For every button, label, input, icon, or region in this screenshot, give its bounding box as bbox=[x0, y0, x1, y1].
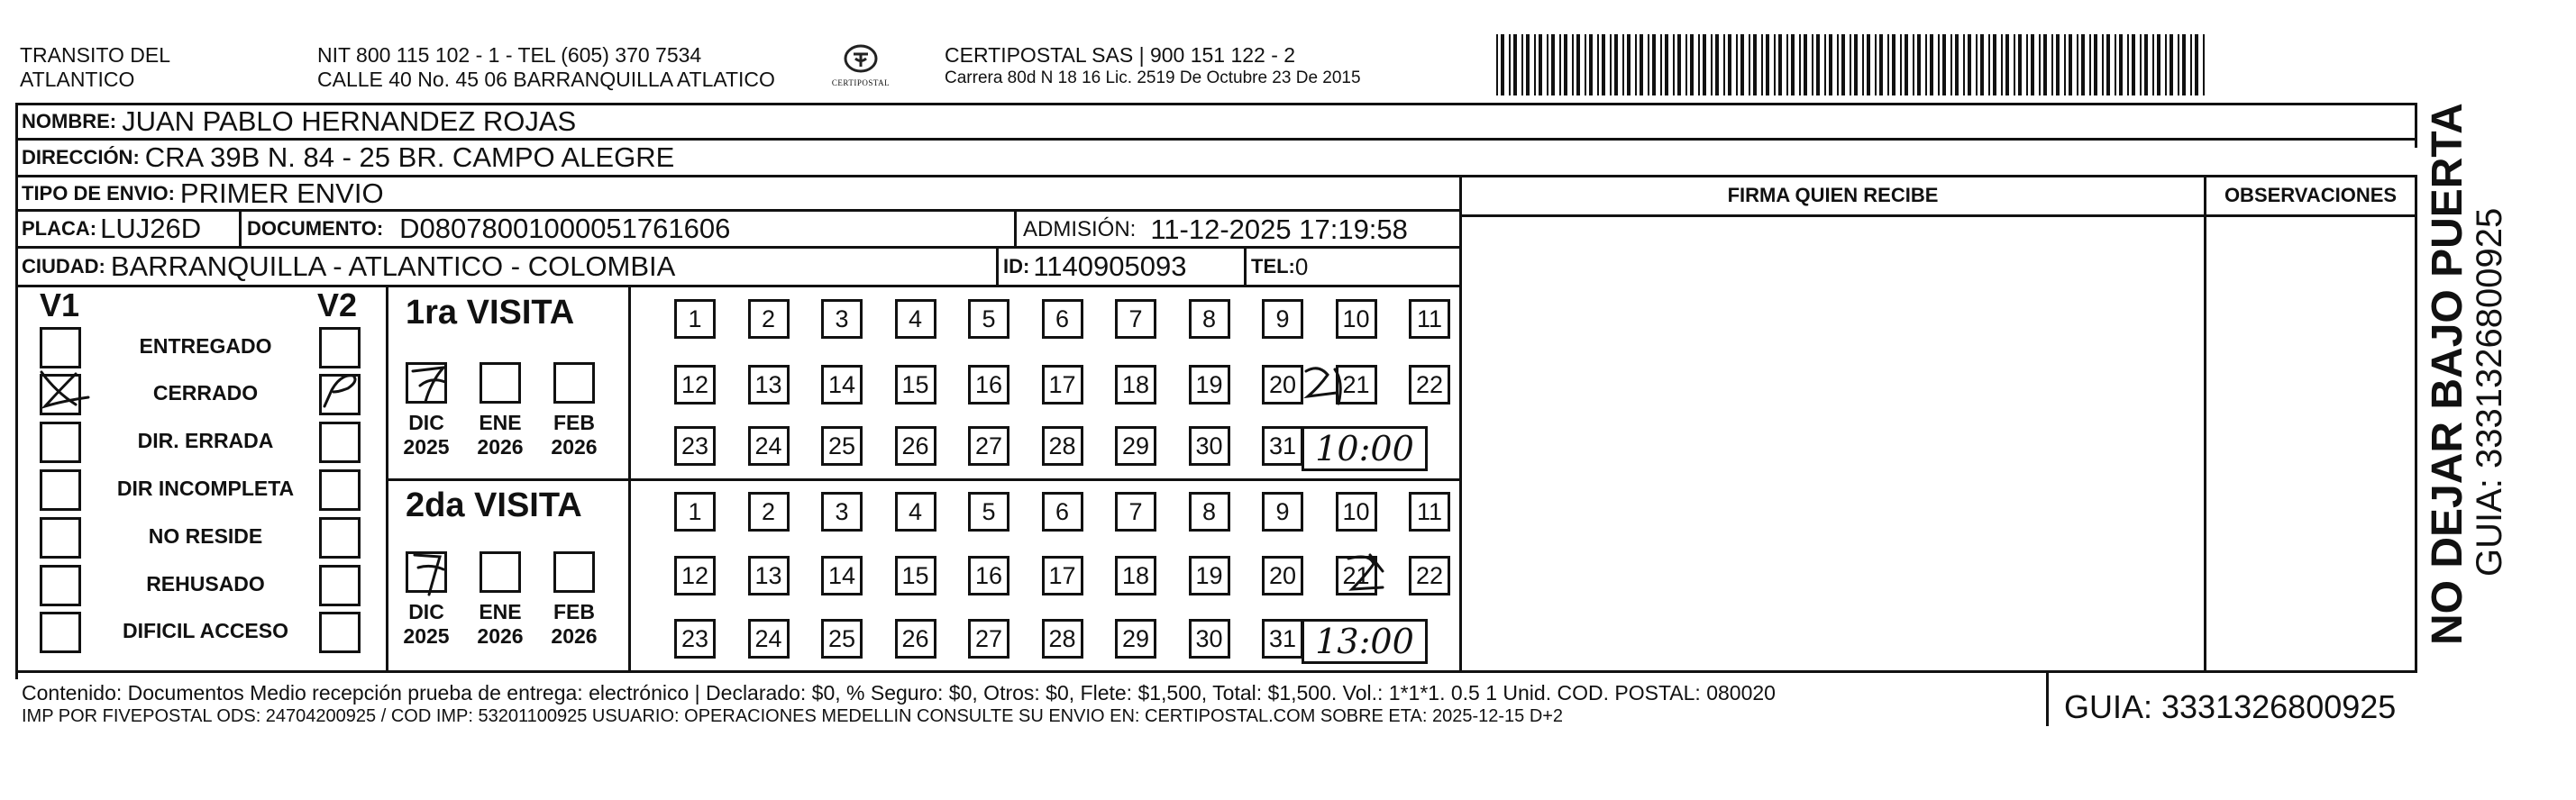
v1-header: V1 bbox=[40, 286, 80, 323]
visita-1-day-box[interactable]: 4 bbox=[895, 299, 936, 339]
barcode-bar bbox=[2089, 34, 2091, 95]
visita-1-day-box[interactable]: 12 bbox=[674, 365, 716, 405]
barcode-bar bbox=[2106, 34, 2110, 95]
visita-month-checkbox[interactable] bbox=[480, 551, 521, 593]
barcode-bar bbox=[2056, 34, 2060, 95]
visita-2-day-box[interactable]: 26 bbox=[895, 619, 936, 659]
visita-1-day-box[interactable]: 9 bbox=[1262, 299, 1303, 339]
month-year: 2026 bbox=[551, 435, 598, 459]
footer-guia: GUIA: 3331326800925 bbox=[2064, 688, 2397, 725]
barcode-bar bbox=[2190, 34, 2192, 95]
visita-1-day-box[interactable]: 7 bbox=[1115, 299, 1156, 339]
barcode-bar bbox=[2064, 34, 2066, 95]
status-option-label: DIR. ERRADA bbox=[137, 429, 274, 452]
barcode-bar bbox=[1753, 34, 1757, 95]
tel-label: TEL: bbox=[1251, 255, 1295, 277]
barcode-bar bbox=[2144, 34, 2148, 95]
placa-label: PLACA: bbox=[22, 217, 97, 240]
barcode-bar bbox=[1711, 34, 1713, 95]
barcode-bar bbox=[1576, 34, 1580, 95]
visita-month-checkbox[interactable] bbox=[480, 362, 521, 404]
barcode-bar bbox=[1685, 34, 1687, 95]
barcode-bar bbox=[2005, 34, 2009, 95]
barcode-bar bbox=[1534, 34, 1536, 95]
barcode-bar bbox=[1652, 34, 1656, 95]
visita-2-day-box[interactable]: 11 bbox=[1409, 492, 1450, 532]
side-guia: GUIA: 3331326800925 bbox=[2470, 207, 2509, 577]
barcode-bar bbox=[2165, 34, 2167, 95]
barcode-bar bbox=[2031, 34, 2034, 95]
barcode-bar bbox=[2051, 34, 2053, 95]
visita-2-day-box[interactable]: 13 bbox=[748, 556, 790, 595]
barcode-bar bbox=[1589, 34, 1593, 95]
visita-1-dic-checkmark bbox=[404, 359, 454, 409]
barcode-bar bbox=[2132, 34, 2135, 95]
ciudad-cell bbox=[22, 249, 675, 285]
barcode-bar bbox=[1942, 34, 1946, 95]
month-name: ENE bbox=[479, 600, 522, 623]
organization-name bbox=[20, 43, 170, 92]
barcode-bar bbox=[2043, 34, 2047, 95]
status-v2-checkbox[interactable] bbox=[319, 517, 361, 559]
visita-month-checkbox[interactable] bbox=[553, 362, 595, 404]
barcode-bar bbox=[1572, 34, 1574, 95]
visita-2-day-box[interactable]: 16 bbox=[968, 556, 1009, 595]
barcode-bar bbox=[1551, 34, 1555, 95]
barcode-bar bbox=[1501, 34, 1504, 95]
barcode-bar bbox=[1660, 34, 1662, 95]
status-option-label: REHUSADO bbox=[146, 572, 265, 595]
ciudad-label: CIUDAD: bbox=[22, 255, 105, 277]
month-name: FEB bbox=[553, 411, 595, 434]
address-line: CALLE 40 No. 45 06 BARRANQUILLA ATLATICO bbox=[317, 68, 775, 91]
visita-2-day-box[interactable]: 8 bbox=[1189, 492, 1230, 532]
direccion-value: CRA 39B N. 84 - 25 BR. CAMPO ALEGRE bbox=[144, 141, 675, 173]
visita-2-day-box[interactable]: 7 bbox=[1115, 492, 1156, 532]
visita-1-day-box[interactable]: 8 bbox=[1189, 299, 1230, 339]
month-year: 2025 bbox=[403, 435, 450, 459]
barcode-bar bbox=[2152, 34, 2154, 95]
barcode-bar bbox=[1867, 34, 1870, 95]
visita-1-day-box[interactable]: 6 bbox=[1042, 299, 1083, 339]
barcode-bar bbox=[1559, 34, 1561, 95]
visita-1-day-box[interactable]: 31 bbox=[1262, 426, 1303, 466]
barcode-bar bbox=[1602, 34, 1605, 95]
barcode-bar bbox=[1703, 34, 1706, 95]
id-value: 1140905093 bbox=[1033, 250, 1187, 282]
visita-2-day-box[interactable]: 12 bbox=[674, 556, 716, 595]
footer-imp-line: IMP POR FIVEPOSTAL ODS: 24704200925 / COD IMP: 53201100925 USUARIO: OPERACIONES MEDELLIN CONSULTE SU ENVIO EN: CERTIPOSTAL.COM SOBRE ETA: 2025-12-15 D+2 bbox=[22, 706, 1564, 724]
visita-1-day-box[interactable]: 18 bbox=[1115, 365, 1156, 405]
barcode-bar bbox=[1955, 34, 1959, 95]
barcode-bar bbox=[1521, 34, 1523, 95]
visita-2-day-box[interactable]: 18 bbox=[1115, 556, 1156, 595]
barcode-bar bbox=[1925, 34, 1927, 95]
status-v1-checkbox[interactable] bbox=[40, 612, 81, 653]
visita-2-time-box bbox=[1302, 619, 1428, 664]
visita-2-day-box[interactable]: 5 bbox=[968, 492, 1009, 532]
barcode-bar bbox=[1614, 34, 1618, 95]
visita-month-label bbox=[469, 411, 532, 459]
barcode-bar bbox=[1640, 34, 1643, 95]
admision-label: ADMISIÓN: bbox=[1023, 217, 1137, 241]
barcode-bar bbox=[1850, 34, 1851, 95]
barcode-bar bbox=[1622, 34, 1624, 95]
visita-2-day-box[interactable]: 25 bbox=[821, 619, 863, 659]
company-line: CERTIPOSTAL SAS | 900 151 122 - 2 bbox=[945, 43, 1296, 67]
barcode-bar bbox=[2094, 34, 2097, 95]
side-warning: NO DEJAR BAJO PUERTA bbox=[2424, 103, 2471, 645]
visita-1-day-box[interactable]: 5 bbox=[968, 299, 1009, 339]
barcode-bar bbox=[2014, 34, 2015, 95]
visita-2-title: 2da VISITA bbox=[406, 486, 582, 524]
barcode-bar bbox=[1938, 34, 1940, 95]
visita-2-day-box[interactable]: 9 bbox=[1262, 492, 1303, 532]
barcode-bar bbox=[1715, 34, 1719, 95]
admision-value: 11-12-2025 17:19:58 bbox=[1150, 214, 1408, 245]
id-label: ID: bbox=[1003, 255, 1030, 277]
status-v1-checkbox[interactable] bbox=[40, 517, 81, 559]
barcode-bar bbox=[2069, 34, 2072, 95]
barcode-bar bbox=[2018, 34, 2022, 95]
barcode-bar bbox=[2119, 34, 2123, 95]
nit-line: NIT 800 115 102 - 1 - TEL (605) 370 7534 bbox=[317, 43, 702, 67]
barcode-bar bbox=[1564, 34, 1567, 95]
id-cell bbox=[1003, 249, 1186, 285]
barcode-bar bbox=[1648, 34, 1649, 95]
barcode-bar bbox=[1728, 34, 1731, 95]
v2-header: V2 bbox=[317, 286, 358, 323]
barcode-bar bbox=[2182, 34, 2186, 95]
visita-1-day-box[interactable]: 30 bbox=[1189, 426, 1230, 466]
admision-cell bbox=[1023, 212, 1408, 248]
barcode-bar bbox=[1900, 34, 1902, 95]
month-name: DIC bbox=[408, 600, 444, 623]
visita-1-day-box[interactable]: 11 bbox=[1409, 299, 1450, 339]
barcode-bar bbox=[1829, 34, 1832, 95]
barcode-bar bbox=[2127, 34, 2129, 95]
barcode-bar bbox=[1635, 34, 1637, 95]
visita-month-label bbox=[395, 600, 458, 649]
direccion-row bbox=[22, 141, 674, 175]
visita-1-time: 10:00 bbox=[1315, 429, 1414, 468]
barcode-bar bbox=[2039, 34, 2041, 95]
status-v2-checkbox[interactable] bbox=[319, 422, 361, 463]
barcode-bar bbox=[1761, 34, 1763, 95]
visita-1-day-box[interactable]: 22 bbox=[1409, 365, 1450, 405]
barcode-bar bbox=[2140, 34, 2142, 95]
barcode-bar bbox=[1766, 34, 1769, 95]
barcode-bar bbox=[2157, 34, 2160, 95]
visita-2-day-box[interactable]: 15 bbox=[895, 556, 936, 595]
month-name: FEB bbox=[553, 600, 595, 623]
barcode-bar bbox=[2026, 34, 2028, 95]
visita-2-dic-checkmark bbox=[404, 548, 454, 598]
placa-cell bbox=[22, 212, 201, 246]
barcode-bar bbox=[1509, 34, 1511, 95]
barcode-bar bbox=[1824, 34, 1826, 95]
visita-1-day-box[interactable]: 26 bbox=[895, 426, 936, 466]
company-info bbox=[945, 43, 1361, 89]
barcode-bar bbox=[2203, 34, 2205, 95]
visita-1-day-box[interactable]: 25 bbox=[821, 426, 863, 466]
visita-2-day-box[interactable]: 22 bbox=[1409, 556, 1450, 595]
barcode-bar bbox=[1879, 34, 1883, 95]
barcode-bar bbox=[1723, 34, 1725, 95]
barcode-bar bbox=[1749, 34, 1750, 95]
cerrado-v1-checkmark bbox=[36, 365, 96, 412]
barcode-bar bbox=[1610, 34, 1612, 95]
barcode-bar bbox=[1993, 34, 1996, 95]
visita-2-day-box[interactable]: 3 bbox=[821, 492, 863, 532]
barcode-bar bbox=[1513, 34, 1517, 95]
org-line-1: TRANSITO DEL bbox=[20, 43, 170, 67]
barcode-bar bbox=[1786, 34, 1788, 95]
visita-month-label bbox=[543, 600, 606, 649]
footer-contenido: Contenido: Documentos Medio recepción prueba de entrega: electrónico | Declarado: $0, % Seguro: $0, Otros: $0, Flete: $1,500, Total: $1,500. Vol.: 1*1*1. 0.5 1 Unid. COD. POSTAL: 080020 bbox=[22, 681, 1776, 705]
visita-2-day-box[interactable]: 29 bbox=[1115, 619, 1156, 659]
barcode-bar bbox=[1690, 34, 1694, 95]
certipostal-logo bbox=[829, 43, 892, 87]
visita-1-day-box[interactable]: 20 bbox=[1262, 365, 1303, 405]
barcode-bar bbox=[1854, 34, 1858, 95]
logo-text: CERTIPOSTAL bbox=[831, 78, 891, 87]
status-v2-checkbox[interactable] bbox=[319, 612, 361, 653]
barcode-bar bbox=[1988, 34, 1990, 95]
visita-2-day-box[interactable]: 6 bbox=[1042, 492, 1083, 532]
visita-2-day-box[interactable]: 2 bbox=[748, 492, 790, 532]
month-year: 2026 bbox=[477, 435, 524, 459]
day-21-mark-visita-1 bbox=[1301, 360, 1355, 411]
barcode-bar bbox=[1547, 34, 1548, 95]
firma-header bbox=[1462, 177, 2204, 214]
status-v2-checkbox[interactable] bbox=[319, 327, 361, 368]
barcode-bar bbox=[2081, 34, 2085, 95]
month-year: 2026 bbox=[551, 624, 598, 648]
barcode-bar bbox=[1887, 34, 1889, 95]
visita-1-day-box[interactable]: 1 bbox=[674, 299, 716, 339]
nombre-row bbox=[22, 105, 576, 139]
barcode-bar bbox=[1892, 34, 1895, 95]
visita-1-title: 1ra VISITA bbox=[406, 294, 575, 332]
visita-1-day-box[interactable]: 16 bbox=[968, 365, 1009, 405]
barcode-bar bbox=[1627, 34, 1631, 95]
barcode-bar bbox=[1862, 34, 1864, 95]
barcode-bar bbox=[2170, 34, 2173, 95]
barcode-bar bbox=[1837, 34, 1839, 95]
visita-2-day-box[interactable]: 19 bbox=[1189, 556, 1230, 595]
visita-1-day-box[interactable]: 17 bbox=[1042, 365, 1083, 405]
barcode-bar bbox=[2077, 34, 2078, 95]
barcode-bar bbox=[1968, 34, 1971, 95]
visita-2-day-box[interactable]: 24 bbox=[748, 619, 790, 659]
visita-2-day-box[interactable]: 23 bbox=[674, 619, 716, 659]
firma-header-text: FIRMA QUIEN RECIBE bbox=[1727, 184, 1939, 206]
status-v1-checkbox[interactable] bbox=[40, 565, 81, 606]
direccion-label: DIRECCIÓN: bbox=[22, 146, 140, 168]
status-v1-checkbox[interactable] bbox=[40, 469, 81, 511]
barcode-bar bbox=[1930, 34, 1933, 95]
status-option-label: DIFICIL ACCESO bbox=[122, 619, 288, 642]
visita-1-day-box[interactable]: 13 bbox=[748, 365, 790, 405]
visita-2-day-box[interactable]: 30 bbox=[1189, 619, 1230, 659]
barcode-bar bbox=[1917, 34, 1921, 95]
visita-2-day-box[interactable]: 1 bbox=[674, 492, 716, 532]
barcode-bar bbox=[1913, 34, 1914, 95]
organization-contact bbox=[317, 43, 775, 92]
barcode-bar bbox=[1585, 34, 1586, 95]
visita-1-day-box[interactable]: 10 bbox=[1336, 299, 1377, 339]
visita-month-label bbox=[395, 411, 458, 459]
barcode-bar bbox=[1804, 34, 1807, 95]
visita-1-day-box[interactable]: 29 bbox=[1115, 426, 1156, 466]
visita-2-day-box[interactable]: 4 bbox=[895, 492, 936, 532]
barcode-bar bbox=[1875, 34, 1877, 95]
visita-1-day-box[interactable]: 14 bbox=[821, 365, 863, 405]
logo-icon bbox=[843, 43, 879, 74]
status-v1-checkbox[interactable] bbox=[40, 422, 81, 463]
status-option-label: NO RESIDE bbox=[148, 524, 263, 548]
barcode-bar bbox=[1778, 34, 1782, 95]
tipo-envio-label: TIPO DE ENVIO: bbox=[22, 182, 175, 205]
status-option-label: CERRADO bbox=[152, 381, 259, 405]
visita-2-day-box[interactable]: 17 bbox=[1042, 556, 1083, 595]
visita-month-label bbox=[543, 411, 606, 459]
visita-1-time-box bbox=[1302, 426, 1428, 471]
barcode-bar bbox=[2195, 34, 2198, 95]
barcode-bar bbox=[1526, 34, 1530, 95]
visita-1-day-box[interactable]: 19 bbox=[1189, 365, 1230, 405]
observaciones-header bbox=[2206, 177, 2415, 214]
barcode-bar bbox=[1976, 34, 1978, 95]
tel-value: 0 bbox=[1294, 252, 1309, 280]
barcode-bar bbox=[1740, 34, 1744, 95]
visita-1-day-box[interactable]: 21 bbox=[1336, 365, 1377, 405]
documento-cell bbox=[247, 212, 730, 246]
barcode-bar bbox=[1980, 34, 1984, 95]
visita-2-day-box[interactable]: 10 bbox=[1336, 492, 1377, 532]
barcode-bar bbox=[1698, 34, 1700, 95]
barcode-bar bbox=[2102, 34, 2104, 95]
barcode-bar bbox=[1774, 34, 1776, 95]
nombre-label: NOMBRE: bbox=[22, 110, 117, 132]
barcode-bar bbox=[2115, 34, 2116, 95]
documento-value: D08078001000051761606 bbox=[399, 213, 731, 244]
license-line: Carrera 80d N 18 16 Lic. 2519 De Octubre 23 De 2015 bbox=[945, 68, 1361, 87]
org-line-2: ATLANTICO bbox=[20, 68, 135, 91]
barcode-bar bbox=[2178, 34, 2179, 95]
nombre-value: JUAN PABLO HERNANDEZ ROJAS bbox=[122, 105, 577, 137]
barcode-bar bbox=[1812, 34, 1813, 95]
status-v1-checkbox[interactable] bbox=[40, 327, 81, 368]
barcode-bar bbox=[1791, 34, 1795, 95]
barcode-bar bbox=[1905, 34, 1908, 95]
visita-1-day-box[interactable]: 24 bbox=[748, 426, 790, 466]
month-year: 2025 bbox=[403, 624, 450, 648]
visita-1-day-box[interactable]: 27 bbox=[968, 426, 1009, 466]
month-name: DIC bbox=[408, 411, 444, 434]
status-v2-checkbox[interactable] bbox=[319, 469, 361, 511]
tel-cell bbox=[1251, 249, 1308, 285]
visita-month-checkbox[interactable] bbox=[553, 551, 595, 593]
barcode-bar bbox=[2001, 34, 2003, 95]
visita-2-day-box[interactable]: 14 bbox=[821, 556, 863, 595]
tipo-envio-row bbox=[22, 177, 384, 211]
documento-label: DOCUMENTO: bbox=[247, 217, 384, 240]
cerrado-v2-checkmark bbox=[317, 365, 362, 410]
visita-month-label bbox=[469, 600, 532, 649]
visita-1-day-box[interactable]: 23 bbox=[674, 426, 716, 466]
tipo-envio-value: PRIMER ENVIO bbox=[179, 177, 384, 209]
barcode-bar bbox=[1673, 34, 1675, 95]
observaciones-header-text: OBSERVACIONES bbox=[2224, 184, 2398, 206]
visita-2-day-box[interactable]: 28 bbox=[1042, 619, 1083, 659]
day-22-mark-visita-2 bbox=[1343, 550, 1397, 600]
visita-1-day-box[interactable]: 15 bbox=[895, 365, 936, 405]
barcode-bar bbox=[1677, 34, 1681, 95]
barcode-bar bbox=[1496, 34, 1498, 95]
barcode-bar bbox=[1950, 34, 1952, 95]
ciudad-value: BARRANQUILLA - ATLANTICO - COLOMBIA bbox=[110, 250, 676, 282]
visita-1-day-box[interactable]: 28 bbox=[1042, 426, 1083, 466]
visita-1-day-box[interactable]: 2 bbox=[748, 299, 790, 339]
status-v2-checkbox[interactable] bbox=[319, 565, 361, 606]
month-year: 2026 bbox=[477, 624, 524, 648]
barcode-bar bbox=[1736, 34, 1738, 95]
barcode-bar bbox=[1539, 34, 1542, 95]
barcode-bar bbox=[1816, 34, 1820, 95]
barcode-bar bbox=[1597, 34, 1599, 95]
status-option-label: ENTREGADO bbox=[139, 334, 272, 358]
barcode-bar bbox=[1963, 34, 1965, 95]
visita-1-day-box[interactable]: 3 bbox=[821, 299, 863, 339]
barcode-bar bbox=[1841, 34, 1845, 95]
barcode-bar bbox=[1799, 34, 1801, 95]
visita-2-day-box[interactable]: 27 bbox=[968, 619, 1009, 659]
barcode-bar bbox=[1665, 34, 1668, 95]
visita-2-day-box[interactable]: 20 bbox=[1262, 556, 1303, 595]
visita-2-time: 13:00 bbox=[1315, 622, 1414, 661]
barcode bbox=[1496, 34, 2208, 95]
status-option-label: DIR INCOMPLETA bbox=[116, 477, 295, 500]
visita-2-day-box[interactable]: 21 bbox=[1336, 556, 1377, 595]
placa-value: LUJ26D bbox=[100, 213, 202, 244]
month-name: ENE bbox=[479, 411, 522, 434]
visita-2-day-box[interactable]: 31 bbox=[1262, 619, 1303, 659]
